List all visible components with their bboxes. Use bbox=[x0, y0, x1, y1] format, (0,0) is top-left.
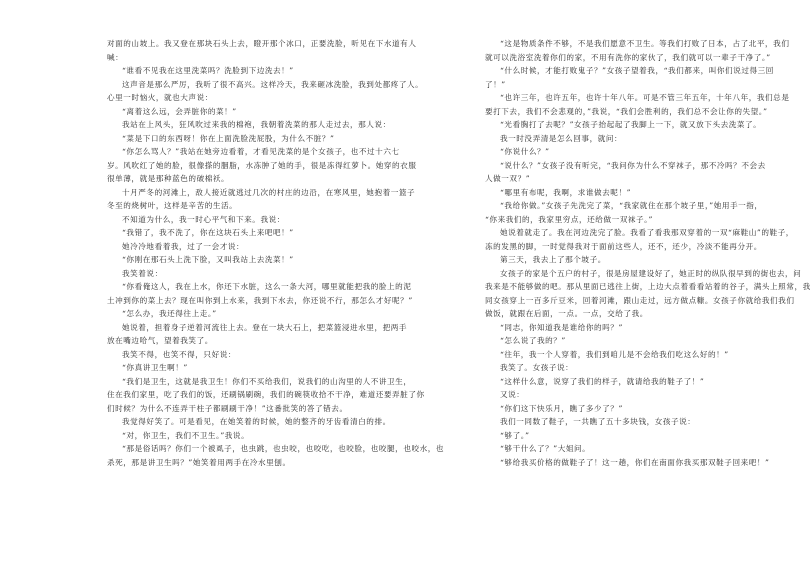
text-line: 我们一同数了鞋子，一共瞧了五十多块钱，女孩子说： bbox=[500, 417, 696, 426]
text-line: 喊： bbox=[107, 52, 124, 62]
text-line: 我笑不得，也笑不得，只好说： bbox=[122, 349, 237, 359]
text-line: “哪里有布呢，我啊，求谁做去呢！” bbox=[500, 187, 632, 197]
text-line: 就可以洗浴室洗着你们的家，不用有洗你的家伙了，我们就可以一辈子干净了。” bbox=[485, 52, 771, 62]
text-line: “对，你卫生，我们不卫生。”我说。 bbox=[122, 430, 250, 440]
text-line: “谁看不见我在这里洗菜吗？洗脸到下边洗去！” bbox=[122, 66, 294, 75]
right-text-column bbox=[485, 37, 811, 469]
text-line: 我来是不能够做的吧。那从里面已逃往上街，上边大点着看看站着的谷子，满头上照常，我 bbox=[485, 282, 811, 291]
text-line: 第三天，我去上了那个坡子。 bbox=[500, 255, 606, 264]
text-line: “够干什么了？”大姐问。 bbox=[500, 444, 591, 453]
text-line: 她冷冷地看着我，过了一会才说： bbox=[122, 241, 245, 251]
text-line: 她说着就走了。我在河边洗完了脸。我看了看我那双穿着的一双“麻鞋山”的鞋子， bbox=[500, 228, 794, 237]
text-line: 不知道为什么，我一时心平气和下来。我说： bbox=[122, 214, 285, 224]
text-line: 住在我们家里，吃了我们的饭，还刷锅刷碗，我们的碗筷收拾不干净，难道还要弄脏了你 bbox=[107, 390, 425, 399]
text-line: “我们是卫生，这就是我卫生！你们不买给我们，说我们的山沟里的人不讲卫生， bbox=[122, 376, 412, 386]
text-line: 我笑了。女孩子说： bbox=[500, 363, 574, 372]
text-line: “你说什么？” bbox=[500, 147, 550, 156]
text-line: “什么时候，才能打败鬼子？”女孩子望着我，“我们都来，叫你们说过得三回 bbox=[500, 66, 774, 75]
text-line: 同女孩穿上一百多斤豆米，回着河滩，跟山走过，远方做点糠。女孩子你就给我们我们 bbox=[485, 295, 795, 305]
text-line: 对面的山坡上。我又登在那块石头上去，瞪开那个冰口，正要洗脸，听见在下水道有人 bbox=[107, 39, 417, 48]
text-line: 冬至的烧树叶，这样是辛苦的生活。 bbox=[107, 201, 238, 210]
text-line: 冻的发黑的脚，一时觉得我对于面前这些人，还不，还少，冷淡不能再分开。 bbox=[485, 241, 762, 251]
text-line: “你真讲卫生啊！” bbox=[122, 363, 188, 372]
text-line: “也许三年，也许五年，也许十年八年。可是不管三年五年，十年八年，我们总是 bbox=[500, 93, 790, 102]
text-line: 这声音是那么严厉，我听了很不高兴。这样冷天，我来砸冰洗脸，我到处都疼了人。 bbox=[122, 79, 424, 89]
text-line: “这样什么意，说穿了我们的样子，就请给我的鞋子了！” bbox=[500, 376, 705, 386]
text-line: 我笑着说： bbox=[122, 268, 163, 278]
text-line: 杀死，那是讲卫生吗？”她笑着用两手在冷水里刨。 bbox=[107, 457, 291, 467]
text-line: “光看胸打了去呢？”女孩子抬起起了我脚上一下，就又放下头去洗菜了。 bbox=[500, 120, 762, 129]
text-line: 岁。风吹红了她的脸，很像搽的胭脂，水冻肿了她的手，很是冻得红萝卜。她穿的衣服 bbox=[107, 160, 417, 170]
text-line: “你怎么骂人？”我站在她旁边看着，才看见洗菜的是个女孩子，也不过十六七 bbox=[122, 147, 400, 156]
text-line: 女孩子的家是个五户的村子，很是房屋建设好了，她正时的纵队很早到的街也去，问 bbox=[500, 268, 802, 278]
text-line: 心里一时恼火，就也大声说： bbox=[107, 93, 213, 102]
text-line: “我错了，我不洗了，你在这块石头上来吧吧！” bbox=[122, 228, 294, 237]
text-line: “这是物质条件不够，不是我们愿意不卫生。等我们打败了日本，占了北平，我们 bbox=[500, 39, 790, 48]
text-line: “离着这么远，会弄脏你的菜！” bbox=[122, 106, 237, 116]
left-text-column bbox=[107, 37, 445, 469]
text-line: “你看俺这人，我在上水，你还下水脏，这么一条大河，哪里就能把我的脸上的泥 bbox=[122, 282, 412, 291]
text-line: “菜是下口的东西呀！你在上面洗脸洗屁股，为什么不脏？” bbox=[122, 133, 335, 143]
text-line: 人做一双？” bbox=[485, 174, 531, 183]
text-line: 做饭，就跟在后面，一点。一点，交给了我。 bbox=[485, 309, 648, 318]
text-line: 放在嘴边哈气，望着我笑了。 bbox=[107, 336, 213, 345]
text-line: 我站在上风头，狂风吹过来我的棉袍，我朝着洗菜的那人走过去，那人说： bbox=[122, 120, 391, 129]
text-line: “说什么？”女孩子没有听完，“我问你为什么不穿袜子，那不冷吗？不会去 bbox=[500, 160, 766, 170]
text-line: “往年，我一个人穿着，我们到咱儿是不会给我们吃这么好的！” bbox=[500, 349, 729, 359]
text-line: “那是俗话吗？你们一个被虱子，也虫跳，也虫咬，也咬吃，也咬脸，也咬腿，也咬水，也 bbox=[122, 444, 445, 453]
text-line: “你们这下快乐月，瞧了多少了？” bbox=[500, 403, 623, 413]
text-line: “够给我买价格的做鞋子了！这一趟，你们在南面你我买那双鞋子回来吧！” bbox=[500, 457, 770, 467]
text-line: 了！” bbox=[485, 79, 506, 89]
text-line: 又说： bbox=[500, 390, 525, 399]
text-line: 她说着，担着身子逆着河流往上去。登在一块大石上，把菜篮浸进水里，把两手 bbox=[122, 322, 408, 332]
text-line: “怎么说了我的？” bbox=[500, 336, 566, 345]
text-line: “你来我们的，我家里穷点，还给做一双袜子。” bbox=[485, 214, 653, 224]
text-line: 要打下去，我们不会悲观的，”我说，“我们会胜利的，我们总不会让你的失望。” bbox=[485, 106, 768, 116]
text-line: 很单薄，就是那种蓝色的破棉袄。 bbox=[107, 174, 230, 183]
text-line: 土冲到你的菜上去？现在叫你到上水来，我到下水去，你还说不行，那怎么才好呢？” bbox=[107, 295, 413, 305]
text-line: 十月严冬的河滩上，敌人接近就逃过几次的村庄的边沿，在寒风里，她抱着一篮子 bbox=[122, 187, 416, 197]
text-line: “你刚在那石头上洗下脸，又叫我站上去洗菜！” bbox=[122, 255, 294, 264]
text-line: 我一时没弄清是怎么回事，就问： bbox=[500, 133, 623, 143]
text-line: “够了。” bbox=[500, 430, 530, 440]
text-line: “同志，你知道我是谁给你的吗？” bbox=[500, 322, 623, 332]
text-line: “怎么办，我还得往上走。” bbox=[122, 309, 217, 318]
text-line: 们时候？为什么不连弄干柱子都刷刷干净！”这番批笑的答了错去。 bbox=[107, 403, 348, 413]
text-line: “我给你做。”女孩子先洗完了菜，“我家就住在那个坡子里，”她用手一指， bbox=[500, 201, 763, 210]
text-line: 我觉得好笑了。可是看见，在她笑着的时候，她的整齐的牙齿看清白的排。 bbox=[122, 417, 391, 426]
